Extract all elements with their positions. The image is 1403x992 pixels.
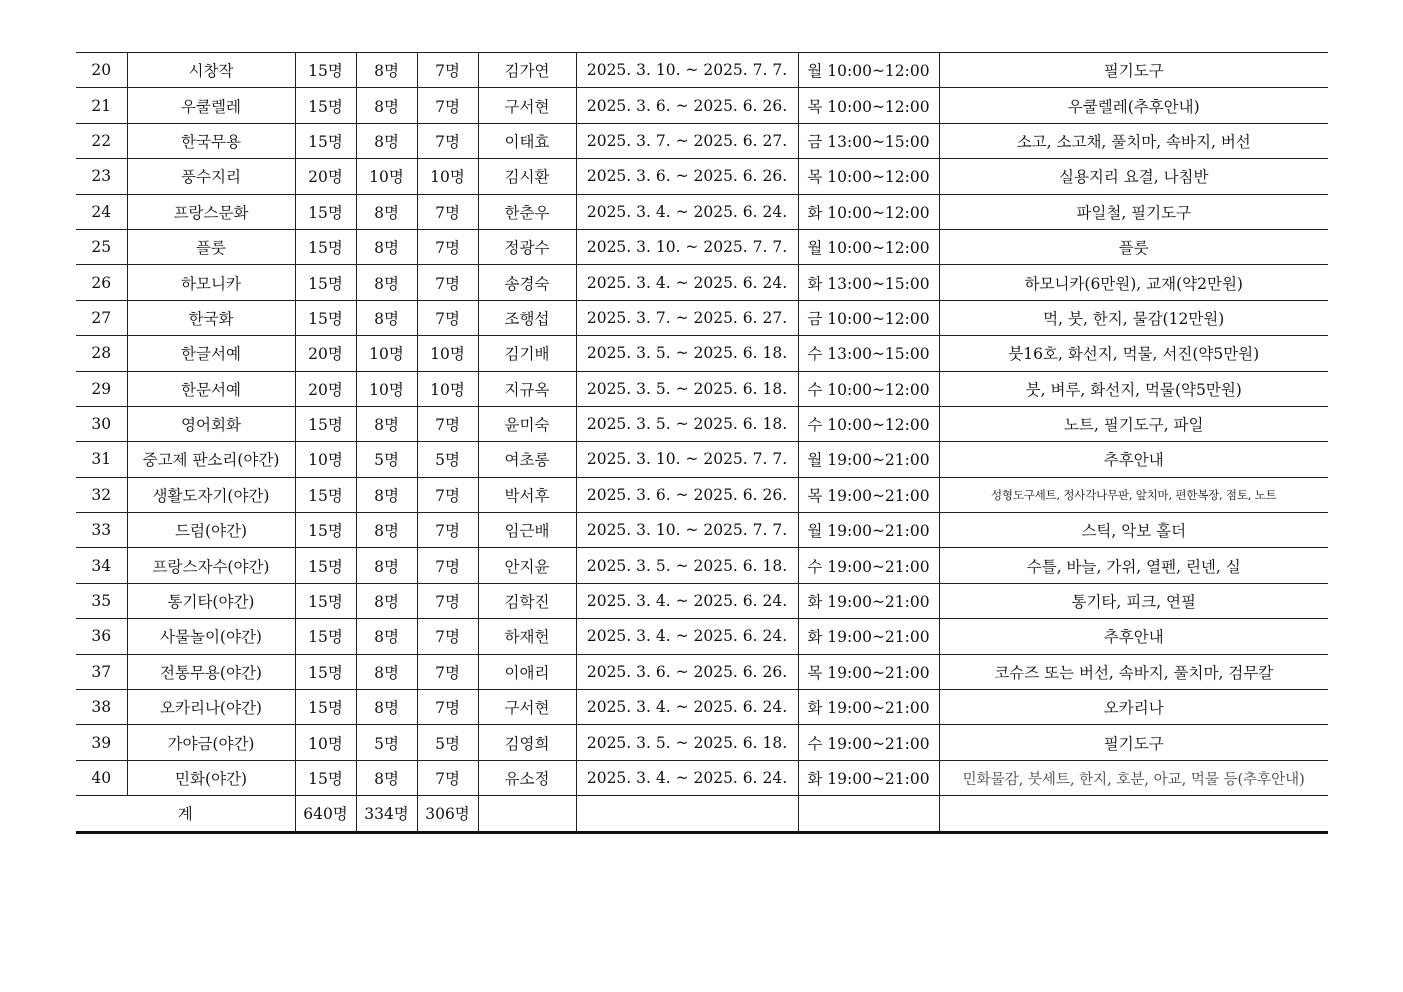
course-name-cell: 하모니카 bbox=[127, 265, 295, 300]
instructor-cell: 구서현 bbox=[478, 88, 576, 123]
course-period-cell: 2025. 3. 4. ~ 2025. 6. 24. bbox=[576, 690, 798, 725]
total-period-empty bbox=[576, 796, 798, 832]
row-number-cell: 37 bbox=[76, 654, 127, 689]
count-a-cell: 8명 bbox=[356, 265, 417, 300]
table-row bbox=[76, 442, 1328, 477]
count-a-cell: 8명 bbox=[356, 123, 417, 158]
row-number-cell: 40 bbox=[76, 760, 127, 795]
course-name-cell: 드럼(야간) bbox=[127, 513, 295, 548]
count-a-cell: 8명 bbox=[356, 53, 417, 88]
course-period-cell: 2025. 3. 10. ~ 2025. 7. 7. bbox=[576, 513, 798, 548]
course-period-cell: 2025. 3. 4. ~ 2025. 6. 24. bbox=[576, 619, 798, 654]
row-number-cell: 26 bbox=[76, 265, 127, 300]
instructor-cell: 김시환 bbox=[478, 159, 576, 194]
count-a-cell: 10명 bbox=[356, 336, 417, 371]
instructor-cell: 여초롱 bbox=[478, 442, 576, 477]
class-time-cell: 수 19:00~21:00 bbox=[798, 725, 939, 760]
count-b-cell: 10명 bbox=[417, 371, 478, 406]
course-name-cell: 한국화 bbox=[127, 300, 295, 335]
class-time-cell: 목 10:00~12:00 bbox=[798, 88, 939, 123]
course-period-cell: 2025. 3. 7. ~ 2025. 6. 27. bbox=[576, 123, 798, 158]
supplies-cell: 코슈즈 또는 버선, 속바지, 풀치마, 검무칼 bbox=[939, 654, 1328, 689]
supplies-cell: 붓16호, 화선지, 먹물, 서진(약5만원) bbox=[939, 336, 1328, 371]
total-time-empty bbox=[798, 796, 939, 832]
class-time-cell: 수 13:00~15:00 bbox=[798, 336, 939, 371]
total-row bbox=[76, 796, 1328, 832]
instructor-cell: 이태효 bbox=[478, 123, 576, 158]
table-row bbox=[76, 123, 1328, 158]
count-a-cell: 8명 bbox=[356, 406, 417, 441]
capacity-cell: 20명 bbox=[295, 336, 356, 371]
course-name-cell: 생활도자기(야간) bbox=[127, 477, 295, 512]
table-row bbox=[76, 760, 1328, 795]
count-b-cell: 7명 bbox=[417, 194, 478, 229]
course-name-cell: 통기타(야간) bbox=[127, 583, 295, 618]
total-count-b: 306명 bbox=[417, 796, 478, 832]
supplies-cell: 성형도구세트, 정사각나무판, 앞치마, 편한복장, 점토, 노트 bbox=[939, 477, 1328, 512]
course-period-cell: 2025. 3. 4. ~ 2025. 6. 24. bbox=[576, 194, 798, 229]
table-row bbox=[76, 406, 1328, 441]
count-a-cell: 8명 bbox=[356, 619, 417, 654]
count-a-cell: 8명 bbox=[356, 194, 417, 229]
capacity-cell: 15명 bbox=[295, 477, 356, 512]
capacity-cell: 15명 bbox=[295, 548, 356, 583]
course-name-cell: 가야금(야간) bbox=[127, 725, 295, 760]
count-b-cell: 7명 bbox=[417, 548, 478, 583]
row-number-cell: 35 bbox=[76, 583, 127, 618]
class-time-cell: 화 19:00~21:00 bbox=[798, 619, 939, 654]
course-period-cell: 2025. 3. 10. ~ 2025. 7. 7. bbox=[576, 442, 798, 477]
row-number-cell: 33 bbox=[76, 513, 127, 548]
course-table-body bbox=[76, 53, 1328, 833]
count-b-cell: 7명 bbox=[417, 760, 478, 795]
count-b-cell: 7명 bbox=[417, 123, 478, 158]
count-a-cell: 10명 bbox=[356, 371, 417, 406]
course-period-cell: 2025. 3. 5. ~ 2025. 6. 18. bbox=[576, 371, 798, 406]
course-name-cell: 중고제 판소리(야간) bbox=[127, 442, 295, 477]
row-number-cell: 34 bbox=[76, 548, 127, 583]
total-count-a: 334명 bbox=[356, 796, 417, 832]
capacity-cell: 15명 bbox=[295, 88, 356, 123]
class-time-cell: 월 10:00~12:00 bbox=[798, 229, 939, 264]
table-row bbox=[76, 300, 1328, 335]
instructor-cell: 임근배 bbox=[478, 513, 576, 548]
supplies-cell: 우쿨렐레(추후안내) bbox=[939, 88, 1328, 123]
course-name-cell: 플룻 bbox=[127, 229, 295, 264]
capacity-cell: 15명 bbox=[295, 406, 356, 441]
supplies-cell: 필기도구 bbox=[939, 53, 1328, 88]
class-time-cell: 화 19:00~21:00 bbox=[798, 760, 939, 795]
instructor-cell: 조행섭 bbox=[478, 300, 576, 335]
course-period-cell: 2025. 3. 5. ~ 2025. 6. 18. bbox=[576, 725, 798, 760]
table-row bbox=[76, 265, 1328, 300]
count-a-cell: 8명 bbox=[356, 88, 417, 123]
count-b-cell: 7명 bbox=[417, 229, 478, 264]
count-b-cell: 7명 bbox=[417, 690, 478, 725]
course-name-cell: 한국무용 bbox=[127, 123, 295, 158]
instructor-cell: 지규옥 bbox=[478, 371, 576, 406]
course-name-cell: 프랑스문화 bbox=[127, 194, 295, 229]
supplies-cell: 추후안내 bbox=[939, 442, 1328, 477]
class-time-cell: 목 10:00~12:00 bbox=[798, 159, 939, 194]
class-time-cell: 수 10:00~12:00 bbox=[798, 406, 939, 441]
row-number-cell: 39 bbox=[76, 725, 127, 760]
instructor-cell: 한춘우 bbox=[478, 194, 576, 229]
supplies-cell: 민화물감, 붓세트, 한지, 호분, 아교, 먹물 등(추후안내) bbox=[939, 760, 1328, 795]
total-capacity: 640명 bbox=[295, 796, 356, 832]
course-name-cell: 오카리나(야간) bbox=[127, 690, 295, 725]
table-row bbox=[76, 194, 1328, 229]
row-number-cell: 29 bbox=[76, 371, 127, 406]
row-number-cell: 20 bbox=[76, 53, 127, 88]
instructor-cell: 이애리 bbox=[478, 654, 576, 689]
supplies-cell: 실용지리 요결, 나침반 bbox=[939, 159, 1328, 194]
instructor-cell: 하재헌 bbox=[478, 619, 576, 654]
row-number-cell: 25 bbox=[76, 229, 127, 264]
table-row bbox=[76, 725, 1328, 760]
table-row bbox=[76, 583, 1328, 618]
instructor-cell: 김학진 bbox=[478, 583, 576, 618]
instructor-cell: 안지윤 bbox=[478, 548, 576, 583]
row-number-cell: 28 bbox=[76, 336, 127, 371]
supplies-cell: 노트, 필기도구, 파일 bbox=[939, 406, 1328, 441]
count-b-cell: 10명 bbox=[417, 336, 478, 371]
course-table-container bbox=[76, 52, 1328, 834]
class-time-cell: 수 19:00~21:00 bbox=[798, 548, 939, 583]
course-period-cell: 2025. 3. 5. ~ 2025. 6. 18. bbox=[576, 406, 798, 441]
course-name-cell: 프랑스자수(야간) bbox=[127, 548, 295, 583]
count-a-cell: 8명 bbox=[356, 513, 417, 548]
course-name-cell: 풍수지리 bbox=[127, 159, 295, 194]
course-period-cell: 2025. 3. 4. ~ 2025. 6. 24. bbox=[576, 760, 798, 795]
capacity-cell: 20명 bbox=[295, 159, 356, 194]
course-period-cell: 2025. 3. 4. ~ 2025. 6. 24. bbox=[576, 265, 798, 300]
count-b-cell: 7명 bbox=[417, 300, 478, 335]
total-label: 계 bbox=[76, 796, 295, 832]
row-number-cell: 22 bbox=[76, 123, 127, 158]
count-b-cell: 7명 bbox=[417, 513, 478, 548]
supplies-cell: 스틱, 악보 홀더 bbox=[939, 513, 1328, 548]
row-number-cell: 27 bbox=[76, 300, 127, 335]
class-time-cell: 월 10:00~12:00 bbox=[798, 53, 939, 88]
course-period-cell: 2025. 3. 7. ~ 2025. 6. 27. bbox=[576, 300, 798, 335]
capacity-cell: 15명 bbox=[295, 229, 356, 264]
table-row bbox=[76, 513, 1328, 548]
instructor-cell: 윤미숙 bbox=[478, 406, 576, 441]
row-number-cell: 31 bbox=[76, 442, 127, 477]
count-a-cell: 8명 bbox=[356, 760, 417, 795]
instructor-cell: 송경숙 bbox=[478, 265, 576, 300]
instructor-cell: 김기배 bbox=[478, 336, 576, 371]
count-b-cell: 7명 bbox=[417, 53, 478, 88]
capacity-cell: 15명 bbox=[295, 513, 356, 548]
row-number-cell: 23 bbox=[76, 159, 127, 194]
capacity-cell: 15명 bbox=[295, 583, 356, 618]
count-b-cell: 10명 bbox=[417, 159, 478, 194]
class-time-cell: 화 13:00~15:00 bbox=[798, 265, 939, 300]
capacity-cell: 15명 bbox=[295, 619, 356, 654]
supplies-cell: 오카리나 bbox=[939, 690, 1328, 725]
course-period-cell: 2025. 3. 10. ~ 2025. 7. 7. bbox=[576, 229, 798, 264]
capacity-cell: 15명 bbox=[295, 265, 356, 300]
count-b-cell: 7명 bbox=[417, 619, 478, 654]
count-b-cell: 7명 bbox=[417, 583, 478, 618]
supplies-cell: 필기도구 bbox=[939, 725, 1328, 760]
course-name-cell: 사물놀이(야간) bbox=[127, 619, 295, 654]
capacity-cell: 15명 bbox=[295, 123, 356, 158]
table-row bbox=[76, 477, 1328, 512]
capacity-cell: 10명 bbox=[295, 725, 356, 760]
count-a-cell: 8명 bbox=[356, 477, 417, 512]
count-a-cell: 5명 bbox=[356, 442, 417, 477]
course-name-cell: 한글서예 bbox=[127, 336, 295, 371]
row-number-cell: 38 bbox=[76, 690, 127, 725]
capacity-cell: 15명 bbox=[295, 654, 356, 689]
course-table bbox=[76, 52, 1328, 834]
class-time-cell: 월 19:00~21:00 bbox=[798, 442, 939, 477]
course-period-cell: 2025. 3. 10. ~ 2025. 7. 7. bbox=[576, 53, 798, 88]
count-b-cell: 7명 bbox=[417, 88, 478, 123]
course-period-cell: 2025. 3. 6. ~ 2025. 6. 26. bbox=[576, 159, 798, 194]
instructor-cell: 유소정 bbox=[478, 760, 576, 795]
supplies-cell: 먹, 붓, 한지, 물감(12만원) bbox=[939, 300, 1328, 335]
course-period-cell: 2025. 3. 4. ~ 2025. 6. 24. bbox=[576, 583, 798, 618]
table-row bbox=[76, 548, 1328, 583]
count-b-cell: 5명 bbox=[417, 442, 478, 477]
class-time-cell: 수 10:00~12:00 bbox=[798, 371, 939, 406]
capacity-cell: 15명 bbox=[295, 690, 356, 725]
instructor-cell: 정광수 bbox=[478, 229, 576, 264]
course-period-cell: 2025. 3. 5. ~ 2025. 6. 18. bbox=[576, 336, 798, 371]
count-a-cell: 8명 bbox=[356, 300, 417, 335]
capacity-cell: 20명 bbox=[295, 371, 356, 406]
class-time-cell: 월 19:00~21:00 bbox=[798, 513, 939, 548]
class-time-cell: 화 10:00~12:00 bbox=[798, 194, 939, 229]
count-a-cell: 8명 bbox=[356, 654, 417, 689]
class-time-cell: 금 10:00~12:00 bbox=[798, 300, 939, 335]
supplies-cell: 통기타, 피크, 연필 bbox=[939, 583, 1328, 618]
course-period-cell: 2025. 3. 6. ~ 2025. 6. 26. bbox=[576, 654, 798, 689]
class-time-cell: 금 13:00~15:00 bbox=[798, 123, 939, 158]
supplies-cell: 하모니카(6만원), 교재(약2만원) bbox=[939, 265, 1328, 300]
course-name-cell: 민화(야간) bbox=[127, 760, 295, 795]
count-b-cell: 7명 bbox=[417, 654, 478, 689]
course-period-cell: 2025. 3. 6. ~ 2025. 6. 26. bbox=[576, 477, 798, 512]
total-supplies-empty bbox=[939, 796, 1328, 832]
capacity-cell: 15명 bbox=[295, 194, 356, 229]
capacity-cell: 15명 bbox=[295, 300, 356, 335]
supplies-cell: 소고, 소고채, 풀치마, 속바지, 버선 bbox=[939, 123, 1328, 158]
class-time-cell: 화 19:00~21:00 bbox=[798, 690, 939, 725]
count-a-cell: 5명 bbox=[356, 725, 417, 760]
row-number-cell: 36 bbox=[76, 619, 127, 654]
course-period-cell: 2025. 3. 5. ~ 2025. 6. 18. bbox=[576, 548, 798, 583]
count-a-cell: 10명 bbox=[356, 159, 417, 194]
class-time-cell: 화 19:00~21:00 bbox=[798, 583, 939, 618]
count-a-cell: 8명 bbox=[356, 548, 417, 583]
course-name-cell: 시창작 bbox=[127, 53, 295, 88]
instructor-cell: 김가연 bbox=[478, 53, 576, 88]
row-number-cell: 21 bbox=[76, 88, 127, 123]
table-row bbox=[76, 229, 1328, 264]
class-time-cell: 목 19:00~21:00 bbox=[798, 654, 939, 689]
table-row bbox=[76, 654, 1328, 689]
course-period-cell: 2025. 3. 6. ~ 2025. 6. 26. bbox=[576, 88, 798, 123]
table-row bbox=[76, 619, 1328, 654]
instructor-cell: 박서후 bbox=[478, 477, 576, 512]
count-b-cell: 7명 bbox=[417, 265, 478, 300]
instructor-cell: 김영희 bbox=[478, 725, 576, 760]
capacity-cell: 15명 bbox=[295, 760, 356, 795]
count-a-cell: 8명 bbox=[356, 690, 417, 725]
course-name-cell: 영어회화 bbox=[127, 406, 295, 441]
capacity-cell: 10명 bbox=[295, 442, 356, 477]
supplies-cell: 플룻 bbox=[939, 229, 1328, 264]
supplies-cell: 수틀, 바늘, 가위, 열펜, 린넨, 실 bbox=[939, 548, 1328, 583]
supplies-cell: 추후안내 bbox=[939, 619, 1328, 654]
count-a-cell: 8명 bbox=[356, 229, 417, 264]
total-teacher-empty bbox=[478, 796, 576, 832]
table-row bbox=[76, 690, 1328, 725]
count-a-cell: 8명 bbox=[356, 583, 417, 618]
row-number-cell: 24 bbox=[76, 194, 127, 229]
course-name-cell: 전통무용(야간) bbox=[127, 654, 295, 689]
row-number-cell: 32 bbox=[76, 477, 127, 512]
instructor-cell: 구서현 bbox=[478, 690, 576, 725]
table-row bbox=[76, 159, 1328, 194]
count-b-cell: 5명 bbox=[417, 725, 478, 760]
class-time-cell: 목 19:00~21:00 bbox=[798, 477, 939, 512]
row-number-cell: 30 bbox=[76, 406, 127, 441]
table-row bbox=[76, 88, 1328, 123]
count-b-cell: 7명 bbox=[417, 406, 478, 441]
course-name-cell: 우쿨렐레 bbox=[127, 88, 295, 123]
capacity-cell: 15명 bbox=[295, 53, 356, 88]
supplies-cell: 파일철, 필기도구 bbox=[939, 194, 1328, 229]
table-row bbox=[76, 53, 1328, 88]
count-b-cell: 7명 bbox=[417, 477, 478, 512]
table-row bbox=[76, 336, 1328, 371]
supplies-cell: 붓, 벼루, 화선지, 먹물(약5만원) bbox=[939, 371, 1328, 406]
course-name-cell: 한문서예 bbox=[127, 371, 295, 406]
table-row bbox=[76, 371, 1328, 406]
